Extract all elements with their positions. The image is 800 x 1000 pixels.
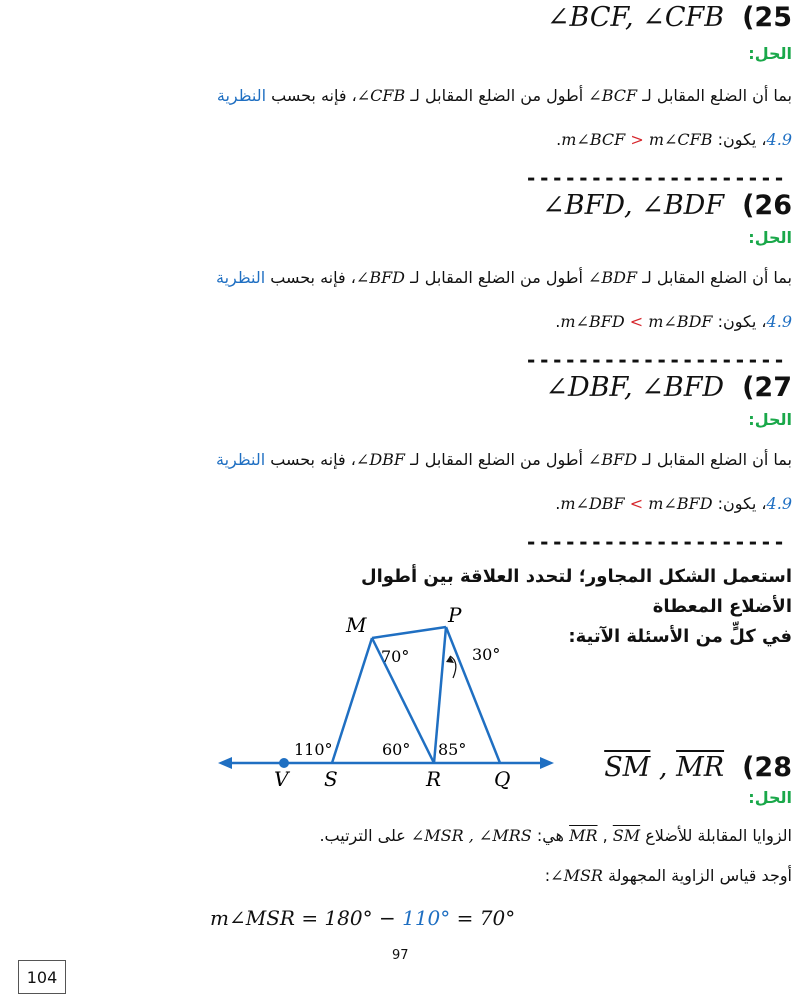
- angle-label-m: 70°: [381, 647, 410, 666]
- angle-term: ∠BCF: [588, 86, 638, 105]
- problem-28-header: [20, 752, 792, 783]
- text: ، يكون:: [712, 130, 767, 149]
- divider: --------------------: [525, 348, 786, 372]
- divider: --------------------: [525, 166, 786, 190]
- equation-value: 110°: [402, 906, 451, 930]
- text: أطول من الضلع المقابل لـ: [405, 450, 589, 469]
- text: بما أن الضلع المقابل لـ: [637, 268, 792, 287]
- text: بما أن الضلع المقابل لـ: [637, 450, 792, 469]
- operator: >: [630, 130, 644, 149]
- problem-25-result: [0, 130, 792, 149]
- text: بما أن الضلع المقابل لـ: [637, 86, 792, 105]
- angle-label-s-ext: 110°: [294, 740, 333, 759]
- text: ، فإنه بحسب: [265, 268, 356, 287]
- segment-sm: [332, 638, 372, 763]
- problem-28-expression: $\overline{SM}$ , $\overline{MR}$: [604, 752, 725, 783]
- segment-sm-term: $\overline{SM}$: [604, 752, 651, 783]
- text: أوجد قياس الزاوية المجهولة: [602, 866, 792, 885]
- problem-26-number: (26: [742, 190, 792, 221]
- text: ، فإنه بحسب: [266, 86, 357, 105]
- angle-arrow-icon: [446, 656, 454, 663]
- label-s: S: [324, 767, 338, 791]
- text: .: [555, 312, 561, 331]
- angle-term: ∠BFD: [355, 268, 405, 287]
- theorem-number-link[interactable]: 4.9: [766, 494, 792, 513]
- theorem-number-link[interactable]: 4.9: [766, 312, 792, 331]
- divider: --------------------: [525, 530, 786, 554]
- operator: <: [629, 494, 644, 513]
- segment-term: $\overline{SM}$: [612, 826, 641, 845]
- problem-27-explanation: [0, 450, 792, 469]
- page-number-box: 104: [18, 960, 66, 994]
- problem-25-solution-label: الحل:: [748, 44, 792, 63]
- problem-27-header: [20, 372, 792, 403]
- page-number: 97: [392, 948, 409, 963]
- theorem-link[interactable]: النظرية: [216, 86, 267, 105]
- problem-25-expression: ∠BCF, ∠CFB: [546, 2, 725, 33]
- problem-26-explanation: [0, 268, 792, 287]
- segment-mp: [372, 627, 446, 638]
- label-p: P: [448, 603, 462, 627]
- angle-term: ∠DBF: [355, 450, 405, 469]
- theorem-link[interactable]: النظرية: [216, 268, 266, 287]
- problem-28-equation: [210, 906, 515, 930]
- angle-term: ∠MSR: [550, 866, 603, 885]
- label-v: V: [274, 767, 289, 791]
- text: أطول من الضلع المقابل لـ: [405, 268, 589, 287]
- text: أطول من الضلع المقابل لـ: [405, 86, 589, 105]
- lhs: m∠DBF: [560, 494, 625, 513]
- equation-rhs: = 70°: [450, 906, 516, 930]
- problem-28-number: (28: [742, 752, 792, 783]
- lhs: m∠BCF: [561, 130, 626, 149]
- angle-term: ∠BFD: [588, 450, 638, 469]
- segment-term: $\overline{MR}$: [569, 826, 598, 845]
- text: .: [556, 130, 562, 149]
- angle-term: ∠BDF: [588, 268, 638, 287]
- text: ,: [597, 826, 613, 845]
- rhs: m∠BDF: [648, 312, 713, 331]
- segment-mr-term: $\overline{MR}$: [676, 752, 725, 783]
- angle-term: ∠MSR , ∠MRS: [410, 826, 532, 845]
- equation-lhs: m∠MSR = 180° −: [210, 906, 403, 930]
- inequality: [560, 494, 712, 513]
- text: ، فإنه بحسب: [265, 450, 356, 469]
- text: هي:: [531, 826, 570, 845]
- instructions-line-2: في كلٍّ من الأسئلة الآتية:: [568, 626, 792, 647]
- problem-25-header: [20, 2, 792, 33]
- problem-28-solution-label: الحل:: [748, 788, 792, 807]
- label-r: R: [426, 767, 442, 791]
- text: ، يكون:: [712, 494, 767, 513]
- angle-term: ∠CFB: [356, 86, 406, 105]
- text: الزوايا المقابلة للأضلاع: [640, 826, 792, 845]
- problem-28-instruction: [0, 866, 792, 885]
- problem-26-result: [0, 312, 792, 331]
- problem-27-solution-label: الحل:: [748, 410, 792, 429]
- inequality: [561, 130, 712, 149]
- angle-label-p: 30°: [472, 645, 501, 664]
- inequality: [560, 312, 712, 331]
- problem-26-header: [20, 190, 792, 221]
- label-m: M: [346, 613, 367, 637]
- problem-25-explanation: [0, 86, 792, 105]
- text: .: [555, 494, 561, 513]
- rhs: m∠BFD: [648, 494, 713, 513]
- problem-28-explanation: [0, 826, 792, 845]
- theorem-number-link[interactable]: 4.9: [766, 130, 792, 149]
- problem-25-number: (25: [742, 2, 792, 33]
- text: :: [544, 866, 551, 885]
- instructions-line-1: استعمل الشكل المجاور؛ لتحدد العلاقة بين أطوال الأضلاع المعطاة: [360, 566, 792, 617]
- text: على الترتيب.: [319, 826, 411, 845]
- operator: <: [629, 312, 644, 331]
- problem-27-number: (27: [742, 372, 792, 403]
- lhs: m∠BFD: [560, 312, 625, 331]
- problem-26-solution-label: الحل:: [748, 228, 792, 247]
- text: ، يكون:: [712, 312, 767, 331]
- angle-label-r-left: 60°: [382, 740, 411, 759]
- label-q: Q: [494, 767, 511, 791]
- rhs: m∠CFB: [648, 130, 713, 149]
- angle-label-r-right: 85°: [438, 740, 467, 759]
- problem-27-expression: ∠DBF, ∠BFD: [545, 372, 725, 403]
- theorem-link[interactable]: النظرية: [216, 450, 266, 469]
- problem-27-result: [0, 494, 792, 513]
- problem-26-expression: ∠BFD, ∠BDF: [542, 190, 725, 221]
